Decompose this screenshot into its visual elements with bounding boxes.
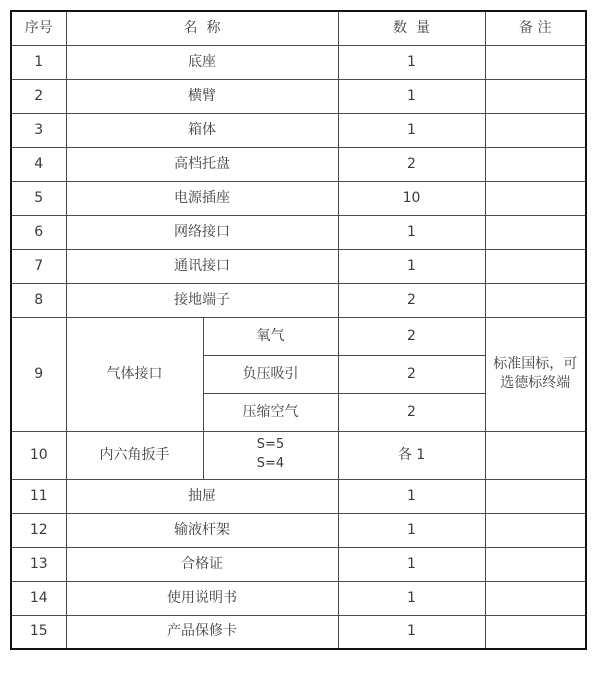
cell-qty: 2: [338, 393, 485, 431]
cell-qty: 10: [338, 181, 485, 215]
cell-qty: 1: [338, 249, 485, 283]
cell-remark: [485, 431, 586, 479]
cell-qty: 1: [338, 513, 485, 547]
table-row-5: [11, 181, 586, 215]
cell-remark: [485, 513, 586, 547]
cell-name: 产品保修卡: [66, 615, 338, 649]
cell-remark: [485, 215, 586, 249]
cell-name: 合格证: [66, 547, 338, 581]
cell-qty: 2: [338, 317, 485, 355]
cell-no: 14: [11, 581, 66, 615]
cell-no: 11: [11, 479, 66, 513]
cell-name: 使用说明书: [66, 581, 338, 615]
cell-sub-name: 压缩空气: [203, 393, 338, 431]
table-row-8: [11, 283, 586, 317]
table-row-11: [11, 479, 586, 513]
table-row-13: [11, 547, 586, 581]
cell-qty: 各 1: [338, 431, 485, 479]
cell-no: 12: [11, 513, 66, 547]
table-row-9-gas-oxygen: [11, 317, 586, 355]
cell-remark: [485, 615, 586, 649]
cell-remark: [485, 79, 586, 113]
table-header-row: [11, 11, 586, 45]
cell-no: 15: [11, 615, 66, 649]
cell-name: 底座: [66, 45, 338, 79]
cell-qty: 1: [338, 215, 485, 249]
cell-name: 内六角扳手: [66, 431, 203, 479]
cell-name: 箱体: [66, 113, 338, 147]
cell-no: 6: [11, 215, 66, 249]
cell-qty: 1: [338, 615, 485, 649]
table-row-12: [11, 513, 586, 547]
cell-no: 10: [11, 431, 66, 479]
table-row-15: [11, 615, 586, 649]
cell-qty: 1: [338, 547, 485, 581]
cell-remark: [485, 113, 586, 147]
cell-remark: [485, 181, 586, 215]
table-row-10-wrench: [11, 431, 586, 479]
parts-table: [10, 10, 587, 650]
cell-qty: 1: [338, 479, 485, 513]
table-row-14: [11, 581, 586, 615]
table-row-7: [11, 249, 586, 283]
table-row-6: [11, 215, 586, 249]
cell-name: 电源插座: [66, 181, 338, 215]
cell-qty: 2: [338, 147, 485, 181]
cell-qty: 1: [338, 79, 485, 113]
table-row-3: [11, 113, 586, 147]
header-qty: 数 量: [338, 11, 485, 45]
cell-qty: 1: [338, 45, 485, 79]
cell-no: 8: [11, 283, 66, 317]
cell-qty: 2: [338, 355, 485, 393]
cell-qty: 1: [338, 113, 485, 147]
table-row-4: [11, 147, 586, 181]
cell-group-name: 气体接口: [66, 317, 203, 431]
cell-sub-name: 负压吸引: [203, 355, 338, 393]
cell-name: 输液杆架: [66, 513, 338, 547]
cell-no: 13: [11, 547, 66, 581]
cell-qty: 1: [338, 581, 485, 615]
cell-remark: [485, 147, 586, 181]
cell-no: 5: [11, 181, 66, 215]
cell-no: 4: [11, 147, 66, 181]
cell-sub-sizes: [203, 431, 338, 479]
cell-remark: [485, 283, 586, 317]
table-row-1: [11, 45, 586, 79]
cell-remark: [485, 249, 586, 283]
cell-remark: [485, 479, 586, 513]
cell-name: 网络接口: [66, 215, 338, 249]
cell-no: 1: [11, 45, 66, 79]
wrench-size-line-2: S=4: [256, 456, 285, 471]
cell-name: 通讯接口: [66, 249, 338, 283]
cell-no: 9: [11, 317, 66, 431]
cell-remark: [485, 45, 586, 79]
cell-sub-name: 氧气: [203, 317, 338, 355]
cell-name: 接地端子: [66, 283, 338, 317]
cell-remark: [485, 547, 586, 581]
cell-name: 横臂: [66, 79, 338, 113]
cell-remark: [485, 581, 586, 615]
cell-no: 7: [11, 249, 66, 283]
cell-no: 3: [11, 113, 66, 147]
cell-qty: 2: [338, 283, 485, 317]
cell-name: 抽屉: [66, 479, 338, 513]
cell-remark-span: 标准国标，可选德标终端: [485, 317, 586, 431]
wrench-size-line-1: S=5: [256, 437, 285, 453]
table-row-2: [11, 79, 586, 113]
cell-name: 高档托盘: [66, 147, 338, 181]
header-name: 名 称: [66, 11, 338, 45]
header-remark: 备 注: [485, 11, 586, 45]
header-no: 序号: [11, 11, 66, 45]
cell-no: 2: [11, 79, 66, 113]
